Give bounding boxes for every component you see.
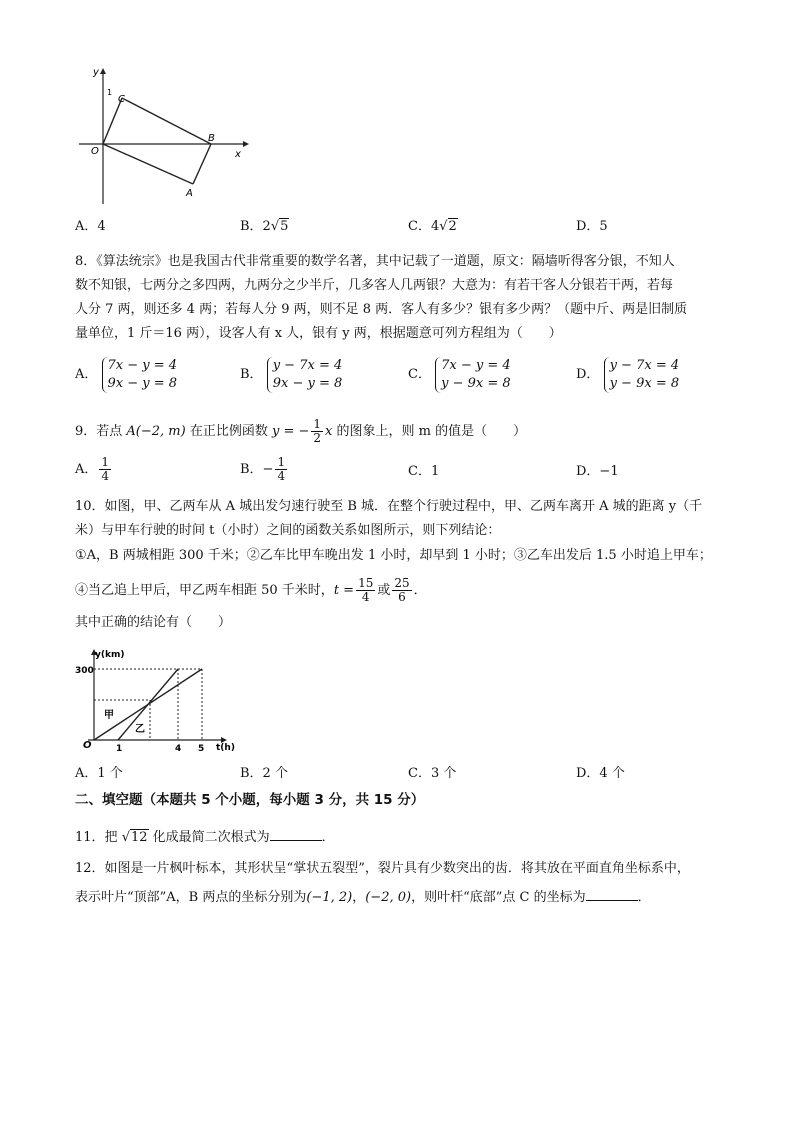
fig7-tick-1: 1 [107, 88, 113, 97]
fig7-x-label: x [235, 149, 241, 160]
q8-line-2: 数不知银，七两分之多四两，九两分之少半斤，几多客人几两银？大意为：有若干客人分银若干两，若每 [75, 278, 674, 293]
fig7-point-c: C [118, 94, 125, 105]
q9-option-a: A． $\frac{1}{4}$ [75, 455, 110, 483]
fig10-x-4: 4 [175, 744, 182, 752]
q10-option-d: D．4 个 [576, 766, 625, 781]
q10-option-c: C．3 个 [408, 766, 457, 781]
fig7-origin: O [91, 146, 99, 157]
fig7-y-label: y [93, 67, 99, 78]
q11: 11．把 √12 化成最简二次根式为 ． [75, 830, 335, 845]
q7-coordinate-figure [75, 62, 255, 210]
q12-line-1: 12．如图是一片枫叶标本，其形状呈“掌状五裂型”，裂片具有少数突出的齿．将其放在平面直角坐标系中， [75, 861, 690, 876]
fig10-y-300: 300 [75, 666, 94, 676]
q10-option-b: B．2 个 [240, 766, 288, 781]
q10-distance-time-graph [74, 644, 244, 752]
q9-option-b: B．− $\frac{1}{4}$ [240, 455, 286, 483]
fig7-point-a: A [186, 188, 193, 199]
q8-option-c: C． 7x − y = 4 y − 9x = 8 [408, 358, 511, 391]
q10-line-3: ①A，B 两城相距 300 千米；②乙车比甲车晚出发 1 小时，却早到 1 小时；③乙车出发后 1.5 小时追上甲车； [75, 548, 712, 563]
fig10-y-label: y(km) [95, 650, 125, 660]
q8-option-d: D． y − 7x = 4 y − 9x = 8 [576, 358, 680, 391]
q9-option-d: D．−1 [576, 464, 619, 479]
fig10-origin: O [83, 740, 92, 751]
q10-option-a: A．1 个 [75, 766, 123, 781]
q9-stem: 9．若点 A(−2, m) 在正比例函数 y = − $\frac{1}{2}$ x 的图象上，则 m 的值是（ ） [75, 417, 527, 445]
q10-line-2: 米）与甲车行驶的时间 t（小时）之间的函数关系如图所示，则下列结论： [75, 523, 501, 538]
fig10-yi-label: 乙 [135, 724, 145, 735]
fig10-x-5: 5 [198, 744, 205, 752]
q10-line-1: 10．如图，甲、乙两车从 A 城出发匀速行驶至 B 城．在整个行驶过程中，甲、乙两车离开 A 城的距离 y（千 [75, 499, 703, 514]
q8-option-b: B． y − 7x = 4 9x − y = 8 [240, 358, 343, 391]
q12-line-2: 表示叶片“顶部”A，B 两点的坐标分别为(−1, 2)，(−2, 0)，则叶杆“底部”点 C 的坐标为 ． [75, 890, 651, 905]
q8-line-1: 8．《算法统宗》也是我国古代非常重要的数学名著，其中记载了一道题，原文：隔墙听得客分银，不知人 [75, 254, 675, 269]
q7-option-a: A．4 [75, 219, 106, 234]
q7-option-b: B．2√5 [240, 219, 289, 234]
q8-line-3: 人分 7 两，则还多 4 两；若每人分 9 两，则不足 8 两．客人有多少？银有多少两？（题中斤、两是旧制质 [75, 302, 688, 317]
q7-option-c: C．4√2 [408, 219, 457, 234]
fig10-t-label: t(h) [216, 743, 235, 752]
q7-option-d: D．5 [576, 219, 608, 234]
q8-option-a: A． 7x − y = 4 9x − y = 8 [75, 358, 178, 391]
q11-answer-blank[interactable] [270, 828, 322, 841]
fig10-x-1: 1 [116, 744, 123, 752]
fig10-jia-label: 甲 [104, 710, 114, 721]
q9-option-c: C．1 [408, 464, 440, 479]
q10-line-4: ④当乙追上甲后，甲乙两车相距 50 千米时，t = $\frac{15}{4}$ 或 $\frac{25}{6}$ ． [75, 576, 427, 604]
fig7-point-b: B [208, 133, 215, 144]
q10-ask: 其中正确的结论有（ ） [75, 615, 232, 630]
q8-line-4: 量单位，1 斤＝16 两），设客人有 x 人，银有 y 两，根据题意可列方程组为（ ） [75, 326, 562, 341]
q12-answer-blank[interactable] [586, 888, 638, 901]
section-2-heading: 二、填空题（本题共 5 个小题，每小题 3 分，共 15 分） [75, 792, 425, 808]
